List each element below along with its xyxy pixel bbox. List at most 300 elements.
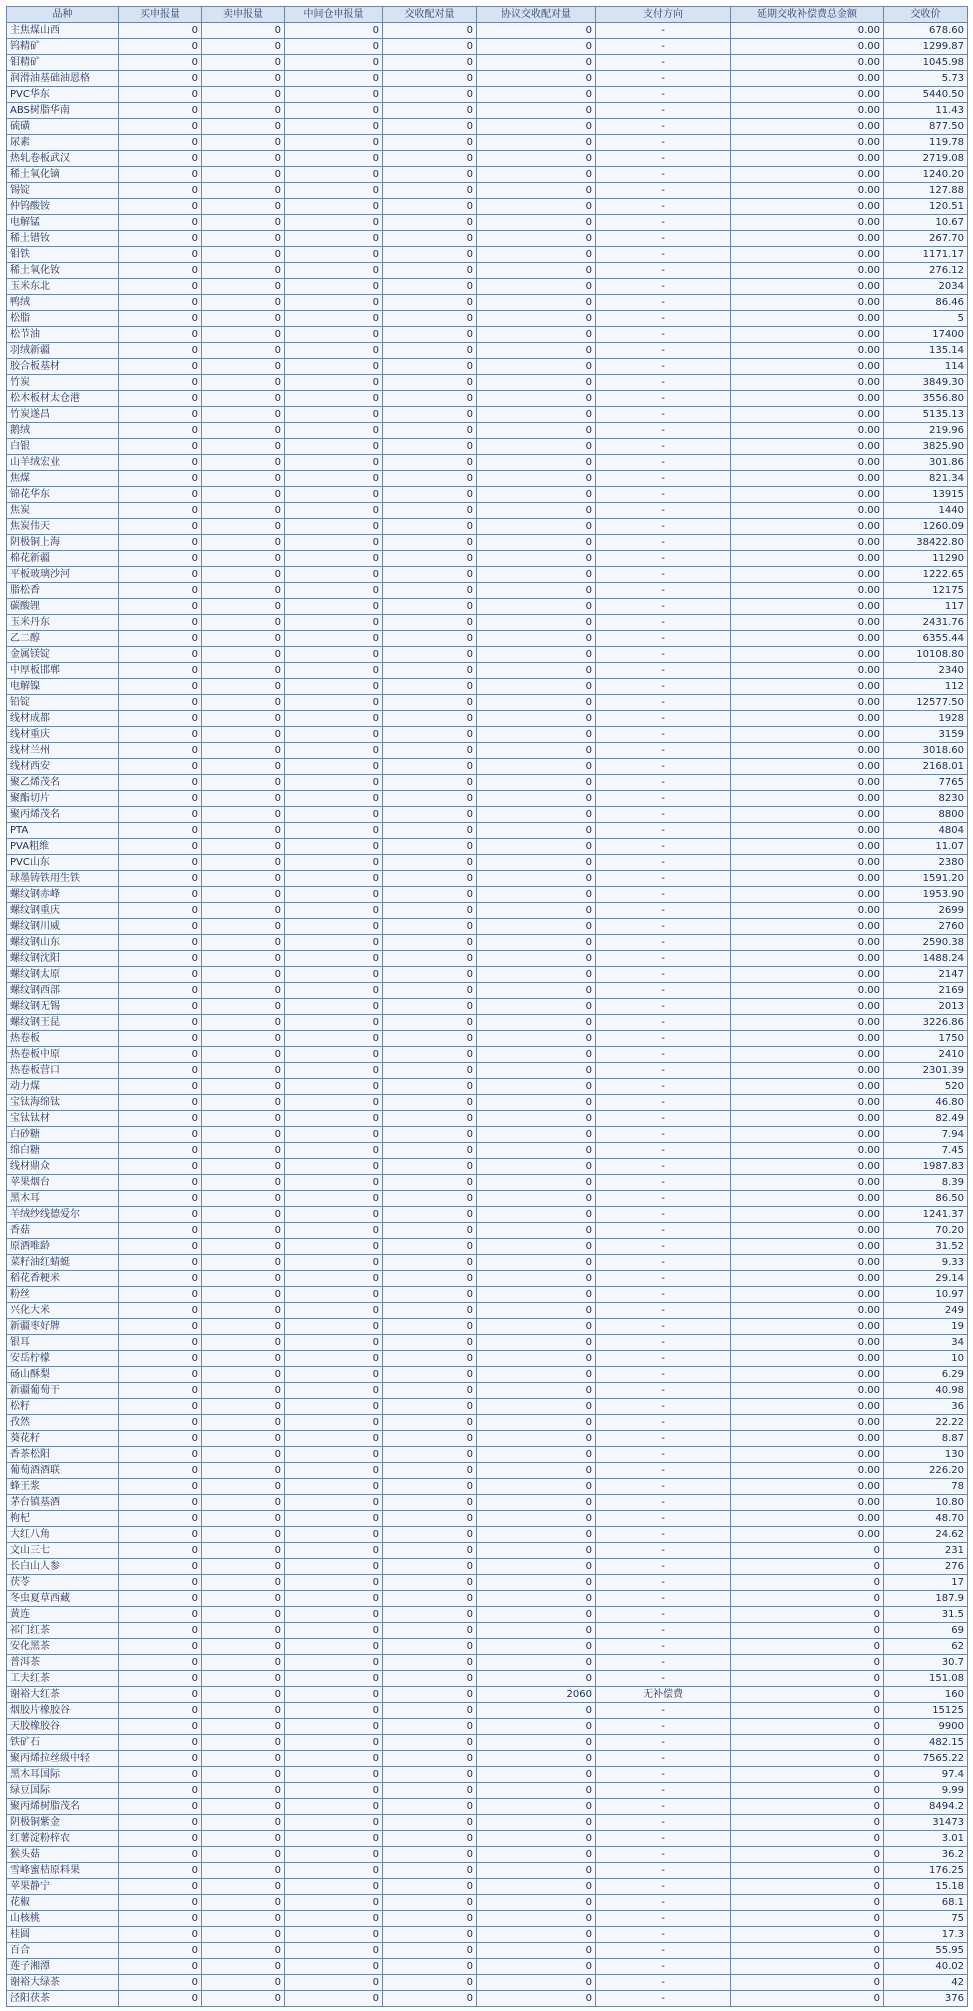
variety-cell: 碳酸锂 bbox=[7, 599, 119, 615]
variety-cell: 山核桃 bbox=[7, 1911, 119, 1927]
deferral-compensation-cell: 0.00 bbox=[731, 423, 884, 439]
table-row bbox=[7, 167, 968, 183]
variety-cell: 线材西安 bbox=[7, 759, 119, 775]
sell-declared-cell: 0 bbox=[202, 1479, 285, 1495]
payment-direction-cell: - bbox=[596, 39, 731, 55]
payment-direction-cell: - bbox=[596, 183, 731, 199]
payment-direction-cell: - bbox=[596, 743, 731, 759]
sell-declared-cell: 0 bbox=[202, 55, 285, 71]
deferral-compensation-cell: 0.00 bbox=[731, 1239, 884, 1255]
settlement-price-cell: 231 bbox=[884, 1543, 968, 1559]
deferral-compensation-cell: 0.00 bbox=[731, 583, 884, 599]
payment-direction-cell: - bbox=[596, 1271, 731, 1287]
table-row bbox=[7, 1831, 968, 1847]
settlement-price-cell: 17.3 bbox=[884, 1927, 968, 1943]
payment-direction-cell: - bbox=[596, 1399, 731, 1415]
settlement-price-cell: 2034 bbox=[884, 279, 968, 295]
intermediate-declared-cell: 0 bbox=[285, 391, 383, 407]
column-header-settlement-price: 交收价 bbox=[884, 7, 968, 23]
settlement-price-cell: 117 bbox=[884, 599, 968, 615]
intermediate-declared-cell: 0 bbox=[285, 199, 383, 215]
buy-declared-cell: 0 bbox=[119, 1191, 202, 1207]
agreement-matched-cell: 0 bbox=[477, 1831, 596, 1847]
sell-declared-cell: 0 bbox=[202, 1047, 285, 1063]
agreement-matched-cell: 0 bbox=[477, 903, 596, 919]
payment-direction-cell: - bbox=[596, 1927, 731, 1943]
matched-volume-cell: 0 bbox=[383, 439, 477, 455]
sell-declared-cell: 0 bbox=[202, 1303, 285, 1319]
table-row bbox=[7, 807, 968, 823]
table-row bbox=[7, 1895, 968, 1911]
table-row bbox=[7, 1447, 968, 1463]
buy-declared-cell: 0 bbox=[119, 951, 202, 967]
sell-declared-cell: 0 bbox=[202, 1799, 285, 1815]
variety-cell: 松节油 bbox=[7, 327, 119, 343]
table-row bbox=[7, 1191, 968, 1207]
payment-direction-cell: - bbox=[596, 1847, 731, 1863]
matched-volume-cell: 0 bbox=[383, 215, 477, 231]
sell-declared-cell: 0 bbox=[202, 263, 285, 279]
table-row bbox=[7, 1927, 968, 1943]
variety-cell: 兴化大米 bbox=[7, 1303, 119, 1319]
buy-declared-cell: 0 bbox=[119, 183, 202, 199]
matched-volume-cell: 0 bbox=[383, 1143, 477, 1159]
deferral-compensation-cell: 0 bbox=[731, 1799, 884, 1815]
deferral-compensation-cell: 0 bbox=[731, 1959, 884, 1975]
matched-volume-cell: 0 bbox=[383, 1655, 477, 1671]
buy-declared-cell: 0 bbox=[119, 1991, 202, 2007]
intermediate-declared-cell: 0 bbox=[285, 1063, 383, 1079]
table-row bbox=[7, 327, 968, 343]
table-row bbox=[7, 1767, 968, 1783]
payment-direction-cell: - bbox=[596, 1911, 731, 1927]
sell-declared-cell: 0 bbox=[202, 23, 285, 39]
matched-volume-cell: 0 bbox=[383, 1431, 477, 1447]
table-row bbox=[7, 1655, 968, 1671]
variety-cell: 铁矿石 bbox=[7, 1735, 119, 1751]
variety-cell: 黑木耳国际 bbox=[7, 1767, 119, 1783]
variety-cell: 桂圆 bbox=[7, 1927, 119, 1943]
buy-declared-cell: 0 bbox=[119, 1111, 202, 1127]
intermediate-declared-cell: 0 bbox=[285, 1223, 383, 1239]
variety-cell: 聚酯切片 bbox=[7, 791, 119, 807]
buy-declared-cell: 0 bbox=[119, 999, 202, 1015]
sell-declared-cell: 0 bbox=[202, 39, 285, 55]
variety-cell: 蜂王浆 bbox=[7, 1479, 119, 1495]
buy-declared-cell: 0 bbox=[119, 583, 202, 599]
deferral-compensation-cell: 0.00 bbox=[731, 1223, 884, 1239]
buy-declared-cell: 0 bbox=[119, 1207, 202, 1223]
matched-volume-cell: 0 bbox=[383, 55, 477, 71]
deferral-compensation-cell: 0.00 bbox=[731, 1015, 884, 1031]
settlement-price-cell: 678.60 bbox=[884, 23, 968, 39]
agreement-matched-cell: 0 bbox=[477, 615, 596, 631]
deferral-compensation-cell: 0.00 bbox=[731, 1271, 884, 1287]
agreement-matched-cell: 0 bbox=[477, 887, 596, 903]
settlement-price-cell: 376 bbox=[884, 1991, 968, 2007]
deferral-compensation-cell: 0.00 bbox=[731, 1303, 884, 1319]
agreement-matched-cell: 0 bbox=[477, 103, 596, 119]
sell-declared-cell: 0 bbox=[202, 1575, 285, 1591]
buy-declared-cell: 0 bbox=[119, 1335, 202, 1351]
deferral-compensation-cell: 0.00 bbox=[731, 263, 884, 279]
buy-declared-cell: 0 bbox=[119, 1799, 202, 1815]
variety-cell: 螺纹钢太原 bbox=[7, 967, 119, 983]
variety-cell: 热卷板中原 bbox=[7, 1047, 119, 1063]
table-row bbox=[7, 775, 968, 791]
deferral-compensation-cell: 0.00 bbox=[731, 967, 884, 983]
agreement-matched-cell: 0 bbox=[477, 1399, 596, 1415]
settlement-price-cell: 3.01 bbox=[884, 1831, 968, 1847]
sell-declared-cell: 0 bbox=[202, 1815, 285, 1831]
variety-cell: 葵花籽 bbox=[7, 1431, 119, 1447]
payment-direction-cell: - bbox=[596, 311, 731, 327]
matched-volume-cell: 0 bbox=[383, 1127, 477, 1143]
settlement-price-cell: 9.33 bbox=[884, 1255, 968, 1271]
table-row bbox=[7, 503, 968, 519]
buy-declared-cell: 0 bbox=[119, 1223, 202, 1239]
table-row bbox=[7, 471, 968, 487]
intermediate-declared-cell: 0 bbox=[285, 231, 383, 247]
sell-declared-cell: 0 bbox=[202, 167, 285, 183]
agreement-matched-cell: 0 bbox=[477, 1767, 596, 1783]
intermediate-declared-cell: 0 bbox=[285, 1527, 383, 1543]
intermediate-declared-cell: 0 bbox=[285, 839, 383, 855]
sell-declared-cell: 0 bbox=[202, 327, 285, 343]
agreement-matched-cell: 0 bbox=[477, 1703, 596, 1719]
variety-cell: 螺纹钢西部 bbox=[7, 983, 119, 999]
deferral-compensation-cell: 0.00 bbox=[731, 695, 884, 711]
variety-cell: 绿豆国际 bbox=[7, 1783, 119, 1799]
sell-declared-cell: 0 bbox=[202, 711, 285, 727]
table-row bbox=[7, 1431, 968, 1447]
intermediate-declared-cell: 0 bbox=[285, 439, 383, 455]
table-row bbox=[7, 1735, 968, 1751]
buy-declared-cell: 0 bbox=[119, 167, 202, 183]
table-row bbox=[7, 583, 968, 599]
matched-volume-cell: 0 bbox=[383, 119, 477, 135]
settlement-price-cell: 2760 bbox=[884, 919, 968, 935]
deferral-compensation-cell: 0.00 bbox=[731, 1351, 884, 1367]
matched-volume-cell: 0 bbox=[383, 103, 477, 119]
intermediate-declared-cell: 0 bbox=[285, 1607, 383, 1623]
agreement-matched-cell: 0 bbox=[477, 1607, 596, 1623]
agreement-matched-cell: 0 bbox=[477, 1175, 596, 1191]
deferral-compensation-cell: 0.00 bbox=[731, 1207, 884, 1223]
agreement-matched-cell: 0 bbox=[477, 1047, 596, 1063]
intermediate-declared-cell: 0 bbox=[285, 1207, 383, 1223]
payment-direction-cell: - bbox=[596, 503, 731, 519]
variety-cell: 铅锭 bbox=[7, 695, 119, 711]
payment-direction-cell: - bbox=[596, 1767, 731, 1783]
table-row bbox=[7, 695, 968, 711]
payment-direction-cell: - bbox=[596, 1975, 731, 1991]
sell-declared-cell: 0 bbox=[202, 1559, 285, 1575]
settlement-price-cell: 5440.50 bbox=[884, 87, 968, 103]
buy-declared-cell: 0 bbox=[119, 407, 202, 423]
matched-volume-cell: 0 bbox=[383, 1799, 477, 1815]
table-row bbox=[7, 247, 968, 263]
payment-direction-cell: - bbox=[596, 1543, 731, 1559]
settlement-price-cell: 7765 bbox=[884, 775, 968, 791]
deferral-compensation-cell: 0.00 bbox=[731, 391, 884, 407]
agreement-matched-cell: 0 bbox=[477, 983, 596, 999]
payment-direction-cell: - bbox=[596, 1495, 731, 1511]
payment-direction-cell: - bbox=[596, 999, 731, 1015]
matched-volume-cell: 0 bbox=[383, 167, 477, 183]
intermediate-declared-cell: 0 bbox=[285, 1239, 383, 1255]
matched-volume-cell: 0 bbox=[383, 903, 477, 919]
payment-direction-cell: - bbox=[596, 935, 731, 951]
deferral-compensation-cell: 0.00 bbox=[731, 167, 884, 183]
table-row bbox=[7, 1671, 968, 1687]
payment-direction-cell: - bbox=[596, 1607, 731, 1623]
table-row bbox=[7, 951, 968, 967]
buy-declared-cell: 0 bbox=[119, 1735, 202, 1751]
variety-cell: 香菇 bbox=[7, 1223, 119, 1239]
payment-direction-cell: - bbox=[596, 599, 731, 615]
table-row bbox=[7, 1815, 968, 1831]
agreement-matched-cell: 0 bbox=[477, 1847, 596, 1863]
table-row bbox=[7, 1239, 968, 1255]
settlement-price-cell: 8.39 bbox=[884, 1175, 968, 1191]
agreement-matched-cell: 0 bbox=[477, 1367, 596, 1383]
table-row bbox=[7, 359, 968, 375]
buy-declared-cell: 0 bbox=[119, 1463, 202, 1479]
matched-volume-cell: 0 bbox=[383, 711, 477, 727]
matched-volume-cell: 0 bbox=[383, 1095, 477, 1111]
payment-direction-cell: - bbox=[596, 1111, 731, 1127]
matched-volume-cell: 0 bbox=[383, 1735, 477, 1751]
deferral-compensation-cell: 0.00 bbox=[731, 823, 884, 839]
sell-declared-cell: 0 bbox=[202, 903, 285, 919]
agreement-matched-cell: 0 bbox=[477, 1543, 596, 1559]
settlement-price-cell: 187.9 bbox=[884, 1591, 968, 1607]
deferral-compensation-cell: 0.00 bbox=[731, 551, 884, 567]
intermediate-declared-cell: 0 bbox=[285, 423, 383, 439]
table-row bbox=[7, 743, 968, 759]
agreement-matched-cell: 0 bbox=[477, 279, 596, 295]
variety-cell: 线材兰州 bbox=[7, 743, 119, 759]
deferral-compensation-cell: 0.00 bbox=[731, 887, 884, 903]
variety-cell: 焦炭 bbox=[7, 503, 119, 519]
buy-declared-cell: 0 bbox=[119, 1287, 202, 1303]
deferral-compensation-cell: 0.00 bbox=[731, 23, 884, 39]
sell-declared-cell: 0 bbox=[202, 1239, 285, 1255]
table-row bbox=[7, 919, 968, 935]
agreement-matched-cell: 0 bbox=[477, 1559, 596, 1575]
intermediate-declared-cell: 0 bbox=[285, 631, 383, 647]
agreement-matched-cell: 0 bbox=[477, 1319, 596, 1335]
matched-volume-cell: 0 bbox=[383, 775, 477, 791]
deferral-compensation-cell: 0 bbox=[731, 1703, 884, 1719]
payment-direction-cell: - bbox=[596, 1095, 731, 1111]
table-row bbox=[7, 1255, 968, 1271]
intermediate-declared-cell: 0 bbox=[285, 1511, 383, 1527]
variety-cell: 冬虫夏草西藏 bbox=[7, 1591, 119, 1607]
buy-declared-cell: 0 bbox=[119, 1527, 202, 1543]
intermediate-declared-cell: 0 bbox=[285, 1799, 383, 1815]
sell-declared-cell: 0 bbox=[202, 1943, 285, 1959]
deferral-compensation-cell: 0.00 bbox=[731, 535, 884, 551]
deferral-compensation-cell: 0.00 bbox=[731, 375, 884, 391]
variety-cell: 稀土氧化钕 bbox=[7, 263, 119, 279]
variety-cell: 线材成都 bbox=[7, 711, 119, 727]
variety-cell: 阴极铜上海 bbox=[7, 535, 119, 551]
intermediate-declared-cell: 0 bbox=[285, 743, 383, 759]
variety-cell: 葡萄酒酒联 bbox=[7, 1463, 119, 1479]
variety-cell: 稀土氧化镝 bbox=[7, 167, 119, 183]
variety-cell: 百合 bbox=[7, 1943, 119, 1959]
intermediate-declared-cell: 0 bbox=[285, 263, 383, 279]
payment-direction-cell: - bbox=[596, 887, 731, 903]
sell-declared-cell: 0 bbox=[202, 183, 285, 199]
payment-direction-cell: - bbox=[596, 487, 731, 503]
variety-cell: 雪峰蜜桔原料果 bbox=[7, 1863, 119, 1879]
variety-cell: 仲钨酸铵 bbox=[7, 199, 119, 215]
deferral-compensation-cell: 0.00 bbox=[731, 199, 884, 215]
settlement-price-cell: 11290 bbox=[884, 551, 968, 567]
settlement-price-cell: 97.4 bbox=[884, 1767, 968, 1783]
intermediate-declared-cell: 0 bbox=[285, 791, 383, 807]
agreement-matched-cell: 0 bbox=[477, 1943, 596, 1959]
intermediate-declared-cell: 0 bbox=[285, 951, 383, 967]
agreement-matched-cell: 0 bbox=[477, 1655, 596, 1671]
settlement-price-cell: 1987.83 bbox=[884, 1159, 968, 1175]
settlement-price-cell: 8800 bbox=[884, 807, 968, 823]
deferral-compensation-cell: 0.00 bbox=[731, 215, 884, 231]
buy-declared-cell: 0 bbox=[119, 1959, 202, 1975]
intermediate-declared-cell: 0 bbox=[285, 311, 383, 327]
table-row bbox=[7, 1367, 968, 1383]
agreement-matched-cell: 0 bbox=[477, 1991, 596, 2007]
settlement-price-cell: 9900 bbox=[884, 1719, 968, 1735]
settlement-price-cell: 1440 bbox=[884, 503, 968, 519]
settlement-price-cell: 24.62 bbox=[884, 1527, 968, 1543]
buy-declared-cell: 0 bbox=[119, 263, 202, 279]
settlement-price-cell: 6.29 bbox=[884, 1367, 968, 1383]
sell-declared-cell: 0 bbox=[202, 439, 285, 455]
intermediate-declared-cell: 0 bbox=[285, 1991, 383, 2007]
intermediate-declared-cell: 0 bbox=[285, 759, 383, 775]
variety-cell: 平板玻璃沙河 bbox=[7, 567, 119, 583]
deferral-compensation-cell: 0.00 bbox=[731, 503, 884, 519]
variety-cell: 银耳 bbox=[7, 1335, 119, 1351]
table-row bbox=[7, 1687, 968, 1703]
payment-direction-cell: - bbox=[596, 391, 731, 407]
payment-direction-cell: - bbox=[596, 1479, 731, 1495]
matched-volume-cell: 0 bbox=[383, 231, 477, 247]
buy-declared-cell: 0 bbox=[119, 1655, 202, 1671]
deferral-compensation-cell: 0.00 bbox=[731, 743, 884, 759]
matched-volume-cell: 0 bbox=[383, 727, 477, 743]
table-row bbox=[7, 711, 968, 727]
payment-direction-cell: - bbox=[596, 1991, 731, 2007]
column-header-matched-volume: 交收配对量 bbox=[383, 7, 477, 23]
variety-cell: 安化黑茶 bbox=[7, 1639, 119, 1655]
sell-declared-cell: 0 bbox=[202, 647, 285, 663]
buy-declared-cell: 0 bbox=[119, 695, 202, 711]
matched-volume-cell: 0 bbox=[383, 983, 477, 999]
buy-declared-cell: 0 bbox=[119, 599, 202, 615]
intermediate-declared-cell: 0 bbox=[285, 1751, 383, 1767]
settlement-price-cell: 3018.60 bbox=[884, 743, 968, 759]
matched-volume-cell: 0 bbox=[383, 839, 477, 855]
settlement-price-cell: 40.98 bbox=[884, 1383, 968, 1399]
matched-volume-cell: 0 bbox=[383, 1479, 477, 1495]
buy-declared-cell: 0 bbox=[119, 823, 202, 839]
variety-cell: 尿素 bbox=[7, 135, 119, 151]
intermediate-declared-cell: 0 bbox=[285, 39, 383, 55]
matched-volume-cell: 0 bbox=[383, 1975, 477, 1991]
payment-direction-cell: - bbox=[596, 775, 731, 791]
deferral-compensation-cell: 0.00 bbox=[731, 119, 884, 135]
intermediate-declared-cell: 0 bbox=[285, 1943, 383, 1959]
agreement-matched-cell: 0 bbox=[477, 1431, 596, 1447]
buy-declared-cell: 0 bbox=[119, 887, 202, 903]
deferral-compensation-cell: 0.00 bbox=[731, 359, 884, 375]
deferral-compensation-cell: 0.00 bbox=[731, 519, 884, 535]
agreement-matched-cell: 0 bbox=[477, 823, 596, 839]
sell-declared-cell: 0 bbox=[202, 1607, 285, 1623]
sell-declared-cell: 0 bbox=[202, 1527, 285, 1543]
agreement-matched-cell: 0 bbox=[477, 311, 596, 327]
sell-declared-cell: 0 bbox=[202, 679, 285, 695]
table-row bbox=[7, 839, 968, 855]
payment-direction-cell: - bbox=[596, 1015, 731, 1031]
deferral-compensation-cell: 0.00 bbox=[731, 615, 884, 631]
deferral-compensation-cell: 0.00 bbox=[731, 103, 884, 119]
settlement-price-cell: 1171.17 bbox=[884, 247, 968, 263]
buy-declared-cell: 0 bbox=[119, 487, 202, 503]
deferral-compensation-cell: 0.00 bbox=[731, 1463, 884, 1479]
variety-cell: 新疆枣好牌 bbox=[7, 1319, 119, 1335]
matched-volume-cell: 0 bbox=[383, 343, 477, 359]
variety-cell: 山羊绒宏业 bbox=[7, 455, 119, 471]
intermediate-declared-cell: 0 bbox=[285, 135, 383, 151]
settlement-price-cell: 2380 bbox=[884, 855, 968, 871]
matched-volume-cell: 0 bbox=[383, 1527, 477, 1543]
sell-declared-cell: 0 bbox=[202, 1895, 285, 1911]
payment-direction-cell: - bbox=[596, 1815, 731, 1831]
table-row bbox=[7, 1751, 968, 1767]
deferral-compensation-cell: 0.00 bbox=[731, 1335, 884, 1351]
intermediate-declared-cell: 0 bbox=[285, 823, 383, 839]
deferral-compensation-cell: 0.00 bbox=[731, 855, 884, 871]
buy-declared-cell: 0 bbox=[119, 375, 202, 391]
payment-direction-cell: - bbox=[596, 535, 731, 551]
settlement-price-cell: 1260.09 bbox=[884, 519, 968, 535]
intermediate-declared-cell: 0 bbox=[285, 1111, 383, 1127]
matched-volume-cell: 0 bbox=[383, 1351, 477, 1367]
settlement-price-cell: 17 bbox=[884, 1575, 968, 1591]
settlement-price-cell: 2431.76 bbox=[884, 615, 968, 631]
agreement-matched-cell: 0 bbox=[477, 1223, 596, 1239]
variety-cell: 润滑油基础油恩格 bbox=[7, 71, 119, 87]
sell-declared-cell: 0 bbox=[202, 71, 285, 87]
deferral-compensation-cell: 0.00 bbox=[731, 903, 884, 919]
intermediate-declared-cell: 0 bbox=[285, 1767, 383, 1783]
agreement-matched-cell: 0 bbox=[477, 199, 596, 215]
sell-declared-cell: 0 bbox=[202, 1783, 285, 1799]
intermediate-declared-cell: 0 bbox=[285, 279, 383, 295]
payment-direction-cell: - bbox=[596, 1127, 731, 1143]
matched-volume-cell: 0 bbox=[383, 1271, 477, 1287]
payment-direction-cell: - bbox=[596, 103, 731, 119]
sell-declared-cell: 0 bbox=[202, 1639, 285, 1655]
variety-cell: 金属镁锭 bbox=[7, 647, 119, 663]
variety-cell: 聚丙烯树脂茂名 bbox=[7, 1799, 119, 1815]
